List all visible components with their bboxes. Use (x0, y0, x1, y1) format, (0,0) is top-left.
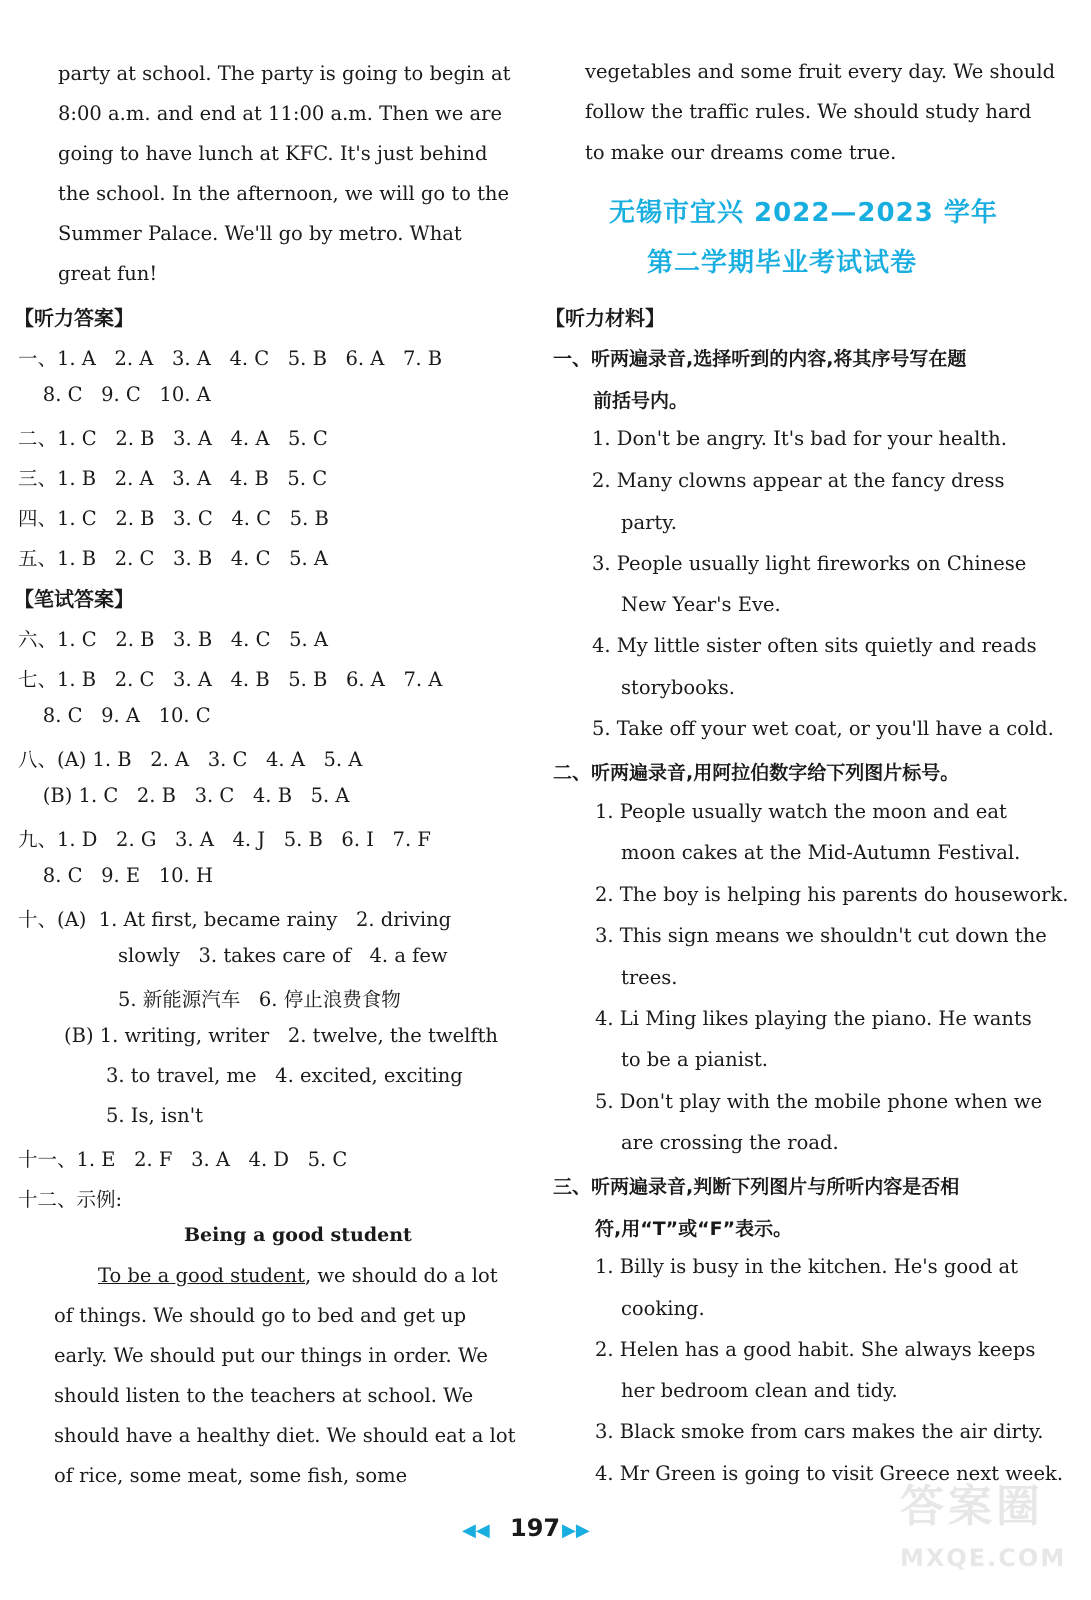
section-instruction: 符,用“T”或“F”表示。 (595, 1218, 793, 1240)
answer-row: 8. C 9. A 10. C (18, 704, 211, 727)
section-instruction: 一、听两遍录音,选择听到的内容,将其序号写在题 (553, 348, 967, 370)
answer-row: 八、(A) 1. B 2. A 3. C 4. A 5. A (18, 748, 363, 771)
listening-answers-heading: 【听力答案】 (14, 306, 134, 330)
listening-item: 1. Don't be angry. It's bad for your health. (592, 427, 1007, 450)
essay-line: should listen to the teachers at school. We (54, 1384, 474, 1407)
answer-row: 二、1. C 2. B 3. A 4. A 5. C (18, 427, 328, 450)
listening-item: 4. My little sister often sits quietly and reads (592, 634, 1037, 657)
essay-title: Being a good student (184, 1224, 412, 1246)
answer-row: 十、(A) 1. At first, became rainy 2. driving (18, 908, 452, 931)
written-answers-heading: 【笔试答案】 (14, 587, 134, 611)
listening-item: 4. Mr Green is going to visit Greece next week. (595, 1462, 1064, 1485)
text-line: the school. In the afternoon, we will go to the (58, 182, 510, 205)
listening-item: moon cakes at the Mid-Autumn Festival. (621, 841, 1021, 864)
answer-row: slowly 3. takes care of 4. a few (118, 944, 448, 967)
listening-item: are crossing the road. (621, 1131, 839, 1154)
answer-row: (B) 1. writing, writer 2. twelve, the twelfth (64, 1024, 498, 1047)
essay-line (98, 1264, 504, 1287)
listening-item: New Year's Eve. (621, 593, 781, 616)
text-line: Summer Palace. We'll go by metro. What (58, 222, 462, 245)
answer-row: 十二、示例: (18, 1188, 123, 1211)
answer-row: 三、1. B 2. A 3. A 4. B 5. C (18, 467, 328, 490)
answer-row: 九、1. D 2. G 3. A 4. J 5. B 6. I 7. F (18, 828, 431, 851)
answer-row: 十一、1. E 2. F 3. A 4. D 5. C (18, 1148, 348, 1171)
listening-item: her bedroom clean and tidy. (621, 1379, 898, 1402)
text-line: follow the traffic rules. We should study hard (585, 100, 1032, 123)
listening-item: 2. Many clowns appear at the fancy dress (592, 469, 1005, 492)
listening-item: 2. The boy is helping his parents do housework. (595, 883, 1069, 906)
listening-item: to be a pianist. (621, 1048, 769, 1071)
listening-item: trees. (621, 966, 678, 989)
listening-item: 2. Helen has a good habit. She always keeps (595, 1338, 1036, 1361)
listening-item: cooking. (621, 1297, 705, 1320)
essay-line: of rice, some meat, some fish, some (54, 1464, 408, 1487)
listening-item: 4. Li Ming likes playing the piano. He wants (595, 1007, 1032, 1030)
text-line: party at school. The party is going to begin at (58, 62, 511, 85)
listening-material-heading: 【听力材料】 (545, 306, 665, 330)
answer-row: 5. 新能源汽车 6. 停止浪费食物 (118, 988, 401, 1011)
section-instruction: 三、听两遍录音,判断下列图片与所听内容是否相 (553, 1176, 960, 1198)
exam-title-line2: 第二学期毕业考试试卷 (647, 248, 918, 278)
essay-line: should have a healthy diet. We should eat a lot (54, 1424, 516, 1447)
answer-row: 六、1. C 2. B 3. B 4. C 5. A (18, 628, 328, 651)
text-line: great fun! (58, 262, 158, 285)
answer-row: 一、1. A 2. A 3. A 4. C 5. B 6. A 7. B (18, 347, 443, 370)
listening-item: 5. Don't play with the mobile phone when we (595, 1090, 1043, 1113)
listening-item: storybooks. (621, 676, 735, 699)
text-line: going to have lunch at KFC. It's just behind (58, 142, 488, 165)
exam-title-line1: 无锡市宜兴 2022—2023 学年 (609, 198, 998, 228)
text-line: 8:00 a.m. and end at 11:00 a.m. Then we are (58, 102, 502, 125)
answer-row: 七、1. B 2. C 3. A 4. B 5. B 6. A 7. A (18, 668, 443, 691)
listening-item: party. (621, 511, 677, 534)
answer-row: (B) 1. C 2. B 3. C 4. B 5. A (18, 784, 350, 807)
next-arrows-icon: ▶▶ (562, 1520, 590, 1541)
answer-row: 五、1. B 2. C 3. B 4. C 5. A (18, 547, 328, 570)
watermark-logo (900, 1470, 1080, 1590)
essay-line: early. We should put our things in order. We (54, 1344, 488, 1367)
essay-underlined-phrase: To be a good student (98, 1264, 305, 1287)
prev-arrows-icon: ◀◀ (462, 1520, 490, 1541)
page-number: 197 (510, 1514, 561, 1542)
answer-row: 3. to travel, me 4. excited, exciting (106, 1064, 463, 1087)
answer-row: 5. Is, isn't (106, 1104, 203, 1127)
listening-item: 3. Black smoke from cars makes the air dirty. (595, 1420, 1044, 1443)
essay-line-rest: , we should do a lot (304, 1264, 498, 1287)
listening-item: 1. People usually watch the moon and eat (595, 800, 1007, 823)
section-instruction: 前括号内。 (593, 390, 689, 412)
watermark-text: 答案圈 (900, 1481, 1044, 1532)
listening-item: 3. This sign means we shouldn't cut down the (595, 924, 1047, 947)
essay-line: of things. We should go to bed and get up (54, 1304, 467, 1327)
listening-item: 1. Billy is busy in the kitchen. He's good at (595, 1255, 1018, 1278)
watermark-url: MXQE.COM (900, 1544, 1067, 1572)
text-line: to make our dreams come true. (585, 141, 897, 164)
answer-row: 8. C 9. C 10. A (18, 383, 211, 406)
answer-row: 四、1. C 2. B 3. C 4. C 5. B (18, 507, 329, 530)
text-line: vegetables and some fruit every day. We should (585, 60, 1056, 83)
listening-item: 5. Take off your wet coat, or you'll have a cold. (592, 717, 1054, 740)
section-instruction: 二、听两遍录音,用阿拉伯数字给下列图片标号。 (553, 762, 960, 784)
listening-item: 3. People usually light fireworks on Chinese (592, 552, 1027, 575)
answer-row: 8. C 9. E 10. H (18, 864, 213, 887)
